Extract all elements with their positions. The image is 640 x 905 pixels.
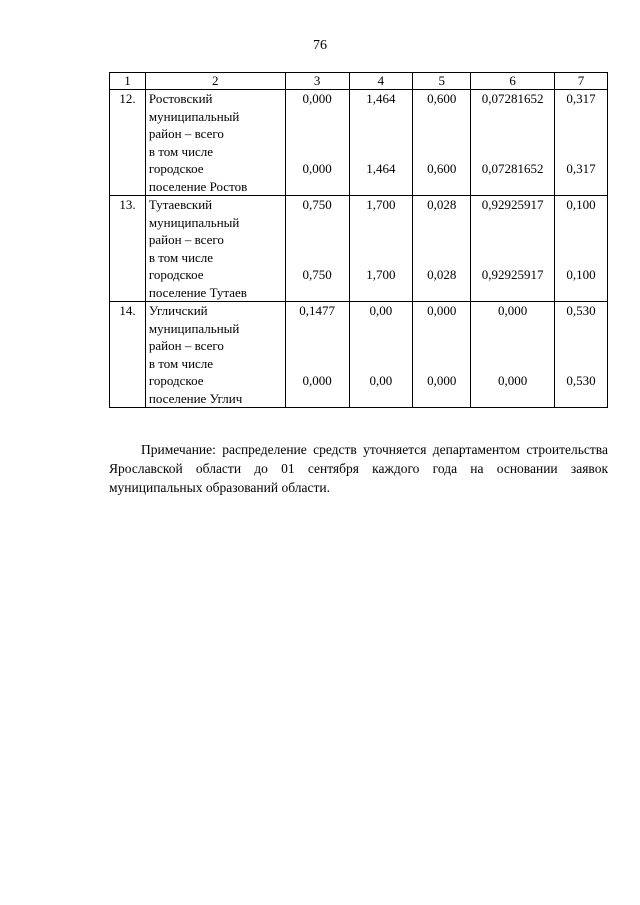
sub-value: 0,92925917 bbox=[481, 267, 544, 282]
sub-value: 0,000 bbox=[497, 373, 528, 388]
value-cell bbox=[349, 302, 413, 408]
page-number: 76 bbox=[313, 38, 327, 53]
value-cell bbox=[555, 90, 608, 196]
header-cell: 5 bbox=[413, 73, 471, 90]
header-cell: 4 bbox=[349, 73, 413, 90]
district-name bbox=[145, 302, 285, 408]
header-cell: 3 bbox=[285, 73, 349, 90]
sub-value: 0,317 bbox=[566, 161, 596, 176]
name-line: район – всего bbox=[148, 126, 224, 141]
header-cell: 7 bbox=[555, 73, 608, 90]
total-value: 0,750 bbox=[302, 197, 332, 212]
name-line: поселение Углич bbox=[148, 390, 243, 406]
table-row bbox=[110, 196, 608, 302]
header-cell: 6 bbox=[471, 73, 555, 90]
total-value: 1,700 bbox=[366, 197, 396, 212]
value-cell bbox=[413, 302, 471, 408]
value-cell bbox=[285, 302, 349, 408]
sub-value: 1,464 bbox=[366, 161, 396, 176]
name-line: муниципальный bbox=[148, 214, 240, 230]
sub-value: 0,028 bbox=[427, 267, 457, 282]
total-value: 1,464 bbox=[366, 91, 396, 106]
sub-value: 1,700 bbox=[366, 267, 396, 282]
row-number: 13. bbox=[110, 196, 146, 302]
value-cell bbox=[471, 302, 555, 408]
name-line: муниципальный bbox=[148, 320, 240, 336]
data-table bbox=[109, 72, 608, 408]
name-line: Ростовский bbox=[148, 91, 213, 106]
value-cell bbox=[285, 90, 349, 196]
total-value: 0,00 bbox=[369, 303, 393, 318]
sub-value: 0,600 bbox=[427, 161, 457, 176]
header-row bbox=[110, 73, 608, 90]
value-cell bbox=[349, 90, 413, 196]
row-number: 14. bbox=[110, 302, 146, 408]
total-value: 0,600 bbox=[427, 91, 457, 106]
sub-value: 0,100 bbox=[566, 267, 596, 282]
total-value: 0,07281652 bbox=[481, 91, 544, 106]
sub-value: 0,000 bbox=[427, 373, 457, 388]
row-number: 12. bbox=[110, 90, 146, 196]
total-value: 0,028 bbox=[427, 197, 457, 212]
name-line: муниципальный bbox=[148, 108, 240, 124]
header-cell: 1 bbox=[110, 73, 146, 90]
total-value: 0,000 bbox=[427, 303, 457, 318]
name-line: район – всего bbox=[148, 232, 224, 247]
name-line: в том числе bbox=[148, 249, 214, 265]
name-line: Тутаевский bbox=[148, 197, 213, 212]
value-cell bbox=[413, 196, 471, 302]
value-cell bbox=[349, 196, 413, 302]
district-name bbox=[145, 196, 285, 302]
value-cell bbox=[471, 196, 555, 302]
sub-value: 0,07281652 bbox=[481, 161, 544, 176]
value-cell bbox=[413, 90, 471, 196]
sub-value: 0,530 bbox=[566, 373, 596, 388]
total-value: 0,92925917 bbox=[481, 197, 544, 212]
name-line: поселение Тутаев bbox=[148, 284, 247, 300]
total-value: 0,000 bbox=[302, 91, 332, 106]
name-line: Угличский bbox=[148, 303, 208, 318]
name-line: в том числе bbox=[148, 355, 214, 371]
sub-value: 0,00 bbox=[369, 373, 393, 388]
header-cell: 2 bbox=[145, 73, 285, 90]
total-value: 0,317 bbox=[566, 91, 596, 106]
name-line: городское bbox=[148, 161, 204, 176]
name-line: городское bbox=[148, 373, 204, 388]
table-row bbox=[110, 90, 608, 196]
name-line: поселение Ростов bbox=[148, 178, 248, 194]
name-line: район – всего bbox=[148, 338, 224, 353]
district-name bbox=[145, 90, 285, 196]
total-value: 0,100 bbox=[566, 197, 596, 212]
total-value: 0,1477 bbox=[299, 303, 335, 318]
total-value: 0,530 bbox=[566, 303, 596, 318]
value-cell bbox=[285, 196, 349, 302]
sub-value: 0,000 bbox=[302, 161, 332, 176]
value-cell bbox=[471, 90, 555, 196]
name-line: городское bbox=[148, 267, 204, 282]
name-line: в том числе bbox=[148, 143, 214, 159]
value-cell bbox=[555, 302, 608, 408]
table-row bbox=[110, 302, 608, 408]
value-cell bbox=[555, 196, 608, 302]
sub-value: 0,750 bbox=[302, 267, 332, 282]
note-paragraph: Примечание: распределение средств уточняется департаментом строительства Ярославской области до 01 сентября каждого года на основании заявок муниципальных образований области. bbox=[109, 441, 608, 495]
total-value: 0,000 bbox=[497, 303, 528, 318]
sub-value: 0,000 bbox=[302, 373, 332, 388]
